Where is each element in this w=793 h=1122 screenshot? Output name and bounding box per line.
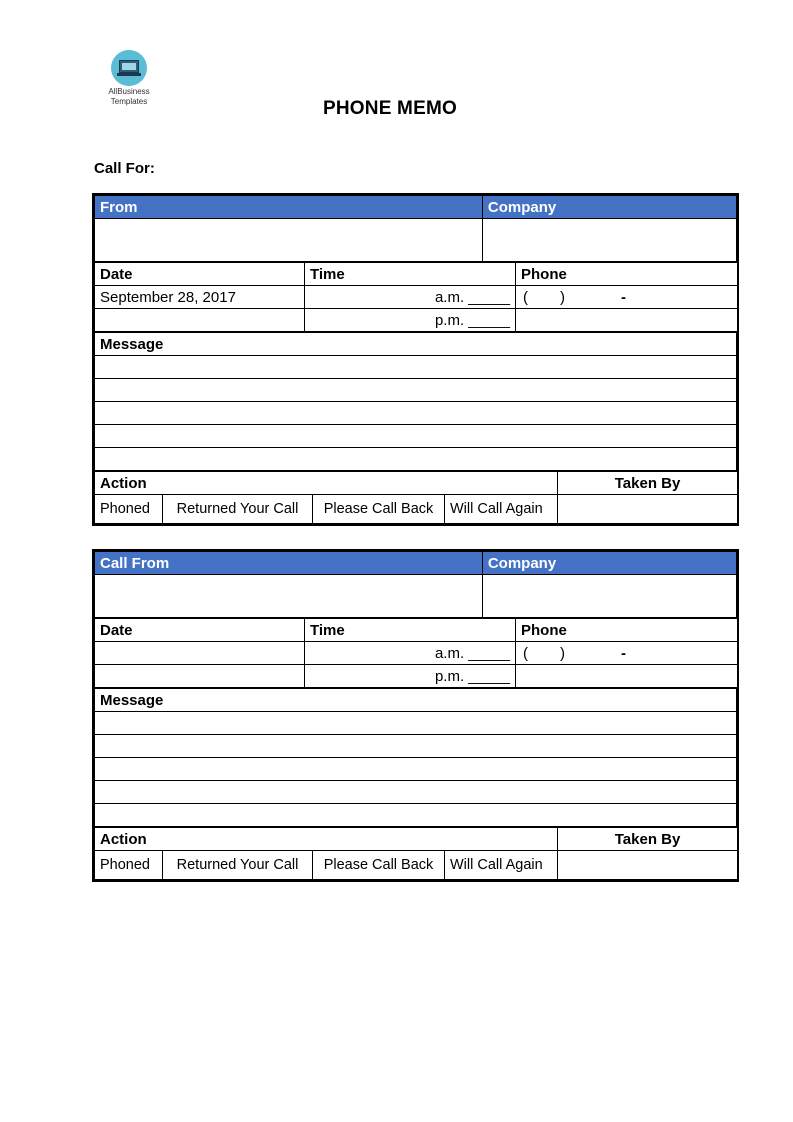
phone-memo-form-2 bbox=[92, 549, 739, 882]
message-line[interactable] bbox=[95, 448, 737, 471]
taken-by-label: Taken By bbox=[558, 828, 738, 851]
phone-paren-close: ) bbox=[560, 644, 565, 662]
action-label: Action bbox=[95, 472, 558, 495]
time-pm-field[interactable]: p.m. _____ bbox=[305, 309, 516, 332]
call-from-field[interactable] bbox=[95, 575, 483, 618]
message-line[interactable] bbox=[95, 735, 737, 758]
message-line[interactable] bbox=[95, 781, 737, 804]
date-field[interactable] bbox=[95, 642, 305, 665]
action-please-call-back[interactable]: Please Call Back bbox=[313, 495, 445, 524]
page-title: PHONE MEMO bbox=[323, 98, 457, 119]
time-label: Time bbox=[305, 263, 516, 286]
date-label: Date bbox=[95, 619, 305, 642]
message-label: Message bbox=[95, 689, 737, 712]
message-line[interactable] bbox=[95, 379, 737, 402]
phone-paren-open: ( bbox=[523, 644, 528, 662]
action-will-call-again[interactable]: Will Call Again bbox=[445, 495, 558, 524]
phone-label: Phone bbox=[516, 619, 738, 642]
time-pm-field[interactable]: p.m. _____ bbox=[305, 665, 516, 688]
message-line[interactable] bbox=[95, 425, 737, 448]
time-label: Time bbox=[305, 619, 516, 642]
phone-memo-form-1 bbox=[92, 193, 739, 526]
message-line[interactable] bbox=[95, 356, 737, 379]
phone-field-2[interactable] bbox=[516, 309, 738, 332]
action-will-call-again[interactable]: Will Call Again bbox=[445, 851, 558, 880]
company-header: Company bbox=[482, 552, 736, 575]
message-line[interactable] bbox=[95, 804, 737, 827]
action-please-call-back[interactable]: Please Call Back bbox=[313, 851, 445, 880]
message-label: Message bbox=[95, 333, 737, 356]
date-field-2[interactable] bbox=[95, 665, 305, 688]
from-header: From bbox=[95, 196, 483, 219]
logo bbox=[100, 50, 158, 106]
phone-paren-open: ( bbox=[523, 288, 528, 306]
date-field-2[interactable] bbox=[95, 309, 305, 332]
company-field[interactable] bbox=[482, 219, 736, 262]
action-returned-your-call[interactable]: Returned Your Call bbox=[163, 851, 313, 880]
call-for-label: Call For: bbox=[94, 160, 155, 177]
phone-paren-close: ) bbox=[560, 288, 565, 306]
phone-field[interactable] bbox=[516, 286, 738, 309]
phone-dash: - bbox=[621, 644, 626, 662]
call-from-header: Call From bbox=[95, 552, 483, 575]
phone-dash: - bbox=[621, 288, 626, 306]
phone-field-2[interactable] bbox=[516, 665, 738, 688]
date-label: Date bbox=[95, 263, 305, 286]
from-field[interactable] bbox=[95, 219, 483, 262]
logo-text-line2: Templates bbox=[110, 97, 148, 106]
logo-text-line1: AllBusiness bbox=[108, 87, 150, 96]
laptop-icon bbox=[111, 50, 147, 86]
action-phoned[interactable]: Phoned bbox=[95, 495, 163, 524]
action-label: Action bbox=[95, 828, 558, 851]
taken-by-field[interactable] bbox=[558, 851, 738, 880]
taken-by-label: Taken By bbox=[558, 472, 738, 495]
message-line[interactable] bbox=[95, 758, 737, 781]
phone-label: Phone bbox=[516, 263, 738, 286]
action-returned-your-call[interactable]: Returned Your Call bbox=[163, 495, 313, 524]
message-line[interactable] bbox=[95, 402, 737, 425]
message-line[interactable] bbox=[95, 712, 737, 735]
action-phoned[interactable]: Phoned bbox=[95, 851, 163, 880]
company-header: Company bbox=[482, 196, 736, 219]
taken-by-field[interactable] bbox=[558, 495, 738, 524]
time-am-field[interactable]: a.m. _____ bbox=[305, 642, 516, 665]
company-field[interactable] bbox=[482, 575, 736, 618]
phone-field[interactable] bbox=[516, 642, 738, 665]
time-am-field[interactable]: a.m. _____ bbox=[305, 286, 516, 309]
date-field[interactable]: September 28, 2017 bbox=[95, 286, 305, 309]
